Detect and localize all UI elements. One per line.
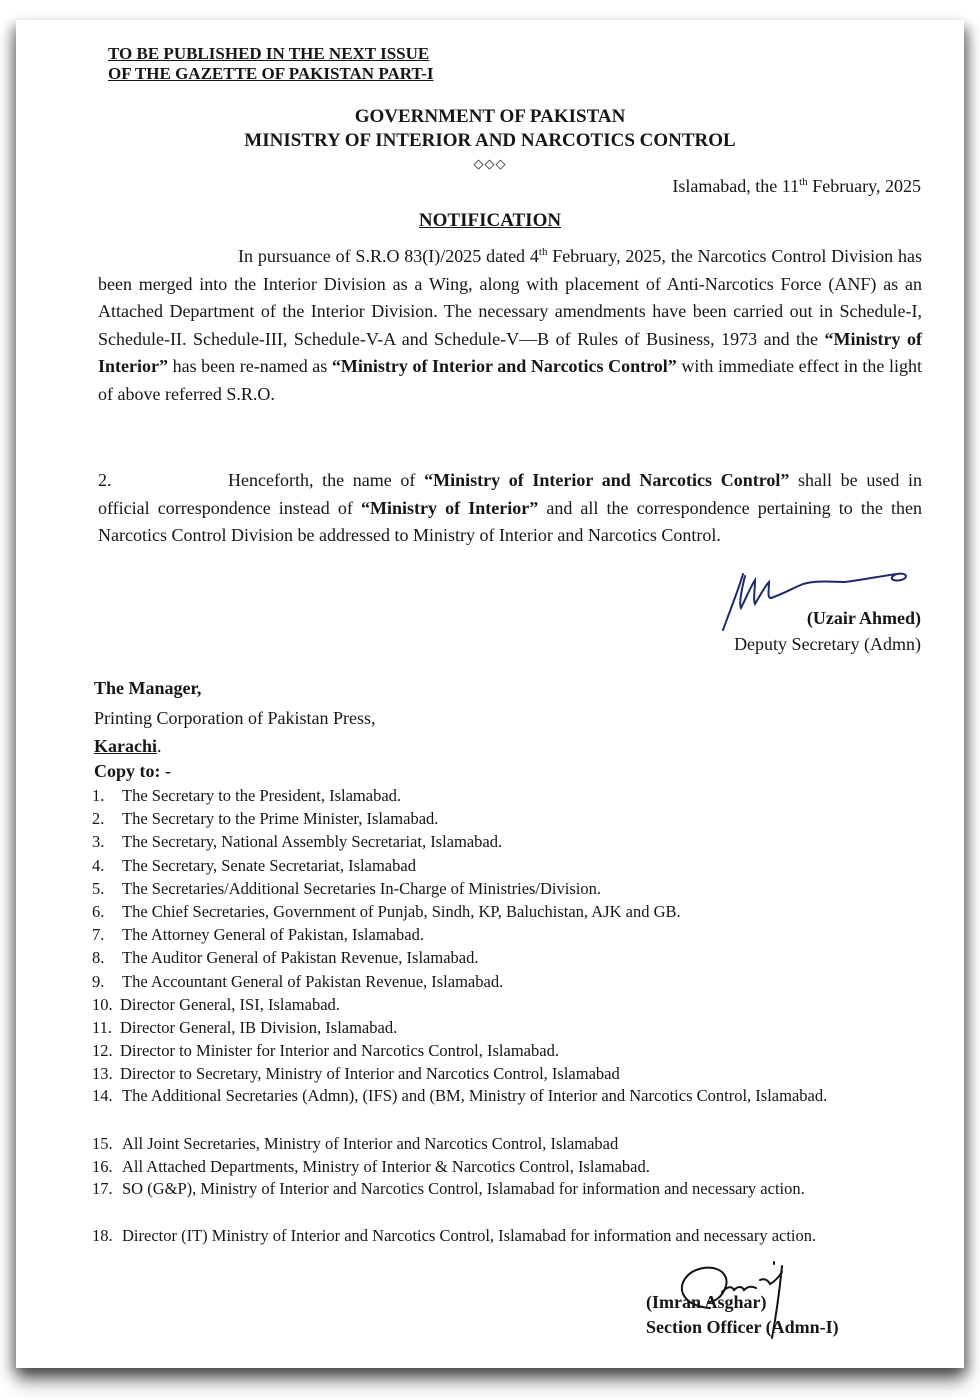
item-text: Director General, ISI, Islamabad. (120, 994, 340, 1014)
list-item (92, 1016, 922, 1039)
p2-bold: “Ministry of Interior and Narcotics Control” (424, 470, 790, 490)
list-item (92, 946, 922, 969)
date-prefix: Islamabad, the 11 (672, 176, 800, 196)
p1-bold: “Ministry of Interior” (98, 328, 923, 377)
document-title: NOTIFICATION (418, 210, 562, 231)
paragraph-2 (98, 467, 922, 550)
item-text: Director (IT) Ministry of Interior and Narcotics Control, Islamabad for information and necessary action. (122, 1225, 817, 1245)
item-number: 15. (92, 1133, 113, 1153)
item-number: 12. (92, 1041, 113, 1061)
list-item (92, 1062, 922, 1085)
item-number: 11. (92, 1017, 113, 1037)
item-number: 9. (92, 971, 105, 991)
item-number: 13. (92, 1064, 113, 1084)
issue-date (672, 176, 921, 197)
item-text: The Chief Secretaries, Government of Punjab, Sindh, KP, Baluchistan, AJK and GB. (122, 901, 681, 921)
diamond-ornament-icon: ◇◇◇ (473, 156, 507, 171)
city-punct: . (157, 736, 162, 756)
list-item (92, 1155, 922, 1178)
signatory-2-designation: Section Officer (Admn-I) (646, 1317, 839, 1337)
item-number: 4. (92, 855, 105, 875)
ministry-heading: MINISTRY OF INTERIOR AND NARCOTICS CONTROL (244, 130, 736, 151)
p2-bold: “Ministry of Interior” (361, 497, 539, 518)
list-item (92, 807, 922, 830)
item-number: 8. (92, 948, 105, 968)
list-item (92, 923, 922, 946)
item-text: The Accountant General of Pakistan Revenue, Islamabad. (122, 971, 504, 991)
paragraph-number: 2. (98, 470, 112, 490)
item-text: Director General, IB Division, Islamabad. (120, 1017, 398, 1037)
item-text: All Attached Departments, Ministry of Interior & Narcotics Control, Islamabad. (122, 1157, 650, 1177)
gazette-line-2: OF THE GAZETTE OF PAKISTAN PART-I (108, 64, 434, 83)
document-page (16, 20, 964, 1368)
list-item (92, 784, 922, 807)
list-item (92, 993, 922, 1016)
item-text: The Auditor General of Pakistan Revenue, Islamabad. (122, 948, 479, 968)
item-number: 7. (92, 925, 105, 945)
item-text: The Secretaries/Additional Secretaries In-Charge of Ministries/Division. (122, 878, 601, 898)
list-item (92, 1039, 922, 1062)
list-item (92, 877, 922, 900)
item-text: The Attorney General of Pakistan, Islamabad. (122, 925, 424, 945)
city-name: Karachi (94, 736, 157, 756)
item-number: 5. (92, 878, 105, 898)
item-number: 17. (92, 1179, 113, 1199)
copy-to-label: Copy to: - (94, 761, 171, 781)
item-text: The Secretary to the President, Islamabad. (122, 786, 402, 805)
p2-text: Henceforth, the name of (228, 470, 425, 490)
item-text: The Secretary, National Assembly Secretariat, Islamabad. (122, 832, 503, 852)
p2-text: shall be used in official correspondence instead of (98, 470, 922, 518)
list-item (92, 1085, 922, 1131)
gazette-publication-note (108, 44, 433, 84)
item-number: 6. (92, 901, 105, 921)
list-item (92, 970, 922, 993)
date-sup: th (799, 176, 808, 188)
list-item (92, 1132, 922, 1155)
gazette-line-1: TO BE PUBLISHED IN THE NEXT ISSUE (108, 44, 430, 63)
item-number: 2. (92, 809, 105, 829)
item-number: 10. (92, 994, 113, 1014)
item-number: 16. (92, 1157, 113, 1177)
list-item (92, 854, 922, 877)
item-text: Director to Secretary, Ministry of Interior and Narcotics Control, Islamabad (120, 1064, 620, 1084)
item-number: 14. (92, 1086, 113, 1106)
p1-bold: “Ministry of Interior and Narcotics Control” (331, 356, 677, 377)
date-suffix: February, 2025 (807, 176, 921, 196)
item-text: The Secretary to the Prime Minister, Islamabad. (122, 809, 439, 829)
p2-text: and all the correspondence pertaining to the then Narcotics Control Division be addressed to Ministry of Interior and Narcotics Control. (98, 497, 922, 546)
paragraph-1 (98, 239, 922, 409)
p1-text: with immediate effect in the light of above referred S.R.O. (98, 356, 922, 404)
signatory-1-name: (Uzair Ahmed) (806, 608, 921, 628)
item-number: 18. (92, 1225, 113, 1245)
item-text: SO (G&P), Ministry of Interior and Narcotics Control, Islamabad for information and necessary action. (122, 1179, 805, 1199)
copy-to-list (92, 784, 922, 1271)
p1-text: In pursuance of S.R.O 83(I)/2025 dated 4 (238, 246, 539, 266)
list-item (92, 900, 922, 923)
item-text: Director to Minister for Interior and Narcotics Control, Islamabad. (120, 1041, 559, 1061)
signatory-1-designation: Deputy Secretary (Admn) (734, 634, 921, 654)
item-text: The Additional Secretaries (Admn), (IFS) and (BM, Ministry of Interior and Narcotics Control, Islamabad. (122, 1086, 828, 1106)
p1-text: February, 2025, the Narcotics Control Division has been merged into the Interior Division as a Wing, along with placement of Anti-Narcotics Force (ANF) as an Attached Department of the Interior Division. The necessary amendments have been carried out in Schedule-I, Schedule-II. Schedule-III, Schedule-V-A and Schedule-V—B of Rules of Business, 1973 and the (98, 246, 922, 349)
list-item (92, 1178, 922, 1224)
government-heading: GOVERNMENT OF PAKISTAN (354, 106, 626, 127)
item-text: All Joint Secretaries, Ministry of Interior and Narcotics Control, Islamabad (122, 1133, 619, 1153)
p1-sup: th (538, 246, 548, 258)
p1-text: has been re-named as (167, 356, 332, 377)
list-item (92, 830, 922, 853)
addressee-organization: Printing Corporation of Pakistan Press, (94, 708, 376, 728)
addressee-city (94, 736, 162, 757)
item-number: 1. (92, 786, 105, 805)
item-text: The Secretary, Senate Secretariat, Islamabad (122, 855, 416, 875)
item-number: 3. (92, 832, 105, 852)
addressee-title: The Manager, (94, 678, 202, 698)
signatory-2-name: (Imran Asghar) (646, 1292, 767, 1312)
